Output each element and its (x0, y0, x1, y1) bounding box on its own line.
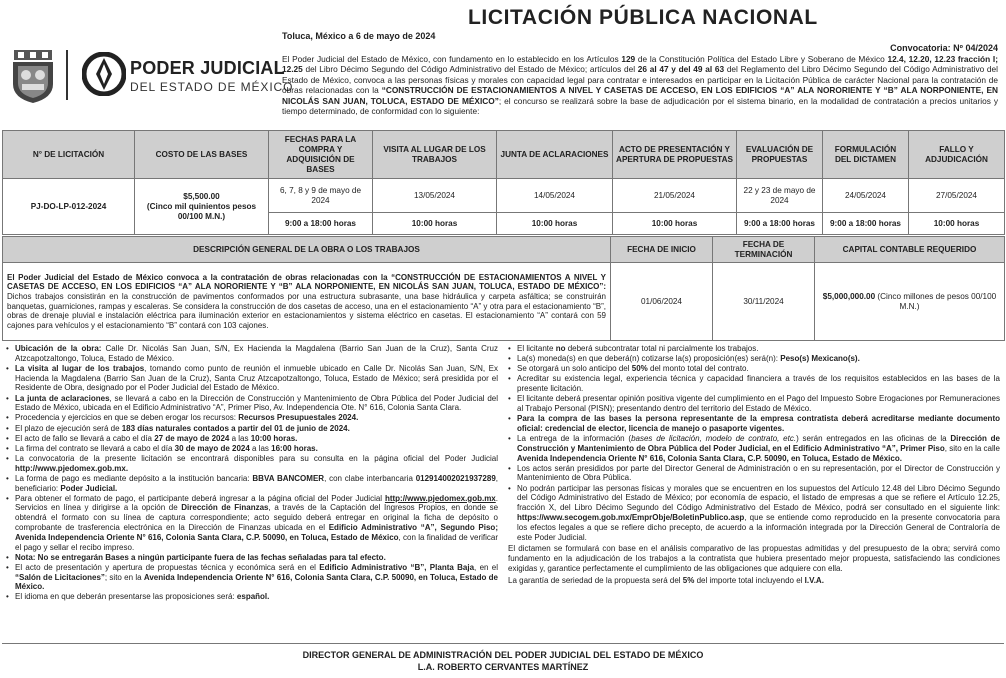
bases-cost-words: (Cinco mil quinientos pesos 00/100 M.N.) (146, 201, 257, 221)
text-segment: , se llevará a cabo en la Dirección de Construcción y Mantenimiento de Obra Pública del Poder Judicial del Estado de México, ubicada en el Edificio Administrativo “A”, Primer Piso, Av. Independencia Ote. N° 616, Colonia Santa Clara. (15, 393, 498, 413)
closing-paragraph (508, 576, 1000, 586)
condition-item (6, 434, 498, 444)
schedule-table (2, 130, 1005, 235)
signer-title: DIRECTOR GENERAL DE ADMINISTRACIÓN DEL PODER JUDICIAL DEL ESTADO DE MÉXICO (302, 650, 704, 660)
date-line: Toluca, México a 6 de mayo de 2024 (282, 31, 436, 41)
hour-cell: 10:00 horas (909, 213, 1005, 235)
text-segment: Edificio Administrativo “A”, Segundo Piso; Avenida Independencia Oriente N° 616, Colonia Santa Clara, C.P. 50090, en Toluca, Estado de México (15, 523, 498, 542)
judicial-emblem-icon (82, 52, 126, 96)
text-segment: La convocatoria de la presente licitación se encontrará disponibles para su consulta en la página oficial del Poder Judicial (15, 453, 498, 463)
condition-item (508, 434, 1000, 463)
state-seal-icon (10, 48, 56, 104)
text-segment: La visita al lugar de los trabajos (15, 363, 145, 373)
condition-item (508, 364, 1000, 374)
text-segment: , tomando como punto de reunión el inmueble ubicado en Calle Dr. Nicolás San Juan, S/N, Ex Hacienda la Magdalena (Barrio San Juan de la Cruz), Santa Cruz Atzcapotzaltongo, Toluca, Estado de México; será presidida por el Residente de Obra, designado por el Poder Judicial del Estado de México. (15, 363, 498, 393)
text-segment: a las (229, 433, 251, 443)
work-description-table (2, 236, 1005, 341)
text-segment: Avenida Independencia Oriente N° 616, Colonia Santa Clara, C.P. 50090, en Toluca, Estado de México. (517, 453, 902, 463)
text-segment: Dirección de Construcción y Mantenimiento de Obra Pública del Poder Judicial, en el Edificio Administrativo “A”, Primer Piso (517, 433, 1000, 453)
end-date: 30/11/2024 (713, 263, 815, 341)
text-segment: 50% (631, 364, 648, 374)
capital-amount: $5,000,000.00 (822, 291, 876, 301)
page-title: LICITACIÓN PÚBLICA NACIONAL (468, 6, 818, 29)
text-segment: El plazo de ejecución será de (15, 423, 122, 433)
closing-paragraphs (508, 544, 1000, 585)
text-segment: Los actos serán presididos por parte del Director General de Administración o en su representación, por el Director de Construcción y Mantenimiento de Obra Pública. (517, 463, 1000, 483)
col-header: FORMULACIÓN DEL DICTAMEN (823, 131, 909, 179)
org-subtitle: DEL ESTADO DE MÉXICO (130, 80, 294, 94)
work-description (3, 263, 611, 341)
text-segment: ; el concurso se realizará sobre la base de adjudicación por el sistema binario, en la modalidad de contratación a precios unitarios y tiempo determinado, de conformidad con lo siguiente: (282, 95, 999, 117)
text-segment: del Reglamento del Libro Décimo Segundo del Código Administrativo del Estado de México, convoca a las personas físicas y morales con capacidad legal para contratar e interesados en participar en la Licitación Pública de carácter Nacional para la contratación de obras relacionadas con la (282, 64, 998, 96)
logo-divider (66, 50, 68, 100)
date-cell: 13/05/2024 (373, 179, 497, 213)
text-segment: 183 días naturales contados a partir del 01 de junio de 2024. (121, 423, 350, 433)
footer-divider (2, 643, 1004, 644)
col-header: CAPITAL CONTABLE REQUERIDO (815, 237, 1005, 263)
text-segment: . Servicios en línea y dirigirse a la opción de (15, 493, 498, 513)
date-cell: 24/05/2024 (823, 179, 909, 213)
conditions-left-list (6, 344, 498, 602)
text-segment: I.V.A. (804, 575, 824, 585)
condition-item (508, 354, 1000, 364)
text-segment: Nota: No se entregarán Bases a ningún participante fuera de las fechas señaladas para tal efecto. (15, 552, 386, 562)
date-cell: 14/05/2024 (497, 179, 613, 213)
text-segment: 30 de mayo de 2024 (174, 443, 250, 453)
text-segment: La garantía de seriedad de la propuesta será del (508, 575, 683, 585)
text-segment: no (555, 344, 566, 353)
text-segment: , sito en la calle (944, 443, 1000, 453)
text-segment: , a través de la Captación del Ingresos Propios, en donde se obtendrá el formato con su línea de captura correspondiente; acto seguido deberá entregar en original la ficha de depósito o comprobante de trasferencia electrónica en la Dirección de Finanzas ubicada en el (15, 503, 499, 533)
convocatoria-number: Convocatoria: Nº 04/2024 (890, 43, 998, 53)
text-segment: El licitante deberá presentar opinión positiva vigente del cumplimiento en el Pago del Impuesto Sobre Erogaciones por Remuneraciones al Trabajo Personal (PISN); presentando dentro del territorio del Estado de México. (517, 394, 1000, 413)
text-segment: Se otorgará un solo anticipo del (517, 364, 632, 374)
text-segment: 27 de mayo de 2024 (154, 433, 230, 443)
text-segment: español. (236, 592, 270, 602)
work-description-title: El Poder Judicial del Estado de México convoca a la contratación de obras relacionadas con la “CONSTRUCCIÓN DE ESTACIONAMIENTOS A NIVEL Y CASETAS DE ACCESO, EN LOS EDIFICIOS “A” ALA NORORIENTE Y “B” ALA NORPONIENTE, EN NICOLÁS SAN JUAN, TOLUCA, ESTADO DE MÉXICO”: (7, 272, 606, 292)
text-segment: Para la compra de las bases la persona representante de la empresa contratista deberá acreditarse mediante documento oficial: credencial de elector, licencia de manejo o pasaporte vigentes. (517, 414, 1000, 433)
text-segment: La forma de pago es mediante depósito a la institución bancaria: (15, 473, 253, 483)
condition-item (6, 563, 498, 592)
text-segment: https://www.secogem.gob.mx/EmprObje/BoletinPublico.asp (517, 512, 745, 522)
col-header: JUNTA DE ACLARACIONES (497, 131, 613, 179)
col-header: FECHA DE TERMINACIÓN (713, 237, 815, 263)
text-segment: Para obtener el formato de pago, el participante deberá ingresar a la página oficial del Poder Judicial (15, 493, 385, 503)
col-header: N° DE LICITACIÓN (3, 131, 135, 179)
closing-paragraph (508, 544, 1000, 573)
text-segment: Calle Dr. Nicolás San Juan, S/N, Ex Hacienda la Magdalena (Barrio San Juan de la Cruz), Santa Cruz Atzcapotzaltongo, Toluca, Estado de México. (15, 344, 498, 363)
text-segment: El acto de fallo se llevará a cabo el día (15, 433, 155, 443)
condition-item (508, 414, 1000, 434)
condition-item (508, 344, 1000, 354)
text-segment: La(s) moneda(s) en que deberá(n) cotizarse la(s) proposición(es) será(n): (517, 354, 781, 364)
text-segment: del monto total del contrato. (647, 364, 749, 374)
condition-item (6, 553, 498, 563)
text-segment: 16:00 horas. (271, 443, 318, 453)
text-segment: 10:00 horas. (250, 433, 298, 443)
condition-item (6, 454, 498, 474)
conditions-left-column (6, 344, 498, 603)
date-cell: 27/05/2024 (909, 179, 1005, 213)
hour-cell: 9:00 a 18:00 horas (269, 213, 373, 235)
text-segment: BBVA BANCOMER (252, 473, 325, 483)
col-header: FALLO Y ADJUDICACIÓN (909, 131, 1005, 179)
col-header: FECHA DE INICIO (611, 237, 713, 263)
text-segment: Ubicación de la obra: (15, 344, 102, 353)
capital-words: (Cinco millones de pesos 00/100 M.N.) (875, 291, 997, 311)
conditions-right-list (508, 344, 1000, 542)
text-segment: Edificio Administrativo “B”, Planta Baja (319, 562, 475, 572)
text-segment: Poder Judicial. (60, 483, 118, 493)
text-segment: ) serán entregados en las oficinas de la (796, 433, 951, 443)
text-segment: bases de licitación, modelo de contrato, etc. (631, 433, 797, 443)
text-segment: de la Constitución Política del Estado Libre y Soberano de México (635, 54, 888, 64)
text-segment: 12.4, 12.20, 12.23 fracción I; 12.25 (282, 54, 998, 75)
intro-paragraph (282, 54, 998, 116)
condition-item (6, 344, 498, 364)
text-segment: , en el (474, 562, 498, 572)
text-segment: La firma del contrato se llevará a cabo el día (15, 443, 175, 453)
text-segment: del Libro Décimo Segundo del Código Administrativo del Estado de México; artículos del (302, 64, 638, 75)
bases-cost-cell (135, 179, 269, 235)
work-header-row (3, 237, 1005, 263)
text-segment: 26 al 47 y del 49 al 63 (637, 64, 725, 75)
condition-item (508, 484, 1000, 543)
text-segment: “Salón de Licitaciones” (15, 572, 105, 582)
condition-item (6, 364, 498, 393)
start-date: 01/06/2024 (611, 263, 713, 341)
work-description-body: Dichos trabajos consistirán en la construcción de pavimentos conformados por una estructura subrasante, una base hidráulica y carpeta asfáltica; se construirán banquetas, guarniciones, rampas y escaleras. Se considera la construcción de dos casetas de acceso, una en el estacionamiento “A” y otra para el estacionamiento “B”, obras de drenaje pluvial e instalación eléctrica para iluminación exterior en estacionamientos y sistema eléctrico en casetas. El estacionamiento “A” contará con 59 cajones para vehículos y el estacionamiento “B” contará con 103 cajones. (7, 291, 606, 330)
date-cell: 6, 7, 8 y 9 de mayo de 2024 (269, 179, 373, 213)
text-segment: , con la finalidad de verificar el pago y sellar el recibo impreso. (15, 532, 498, 552)
schedule-header-row (3, 131, 1005, 179)
text-segment: Acreditar su existencia legal, experiencia técnica y capacidad financiera a través de los requisitos establecidos en las bases de la presente licitación. (517, 374, 1000, 394)
conditions-right-column (508, 344, 1000, 586)
text-segment: El acto de presentación y apertura de propuestas técnica y económica será en el (15, 562, 320, 572)
logo-block (8, 42, 294, 112)
text-segment: , con clabe interbancaria (324, 473, 416, 483)
condition-item (6, 474, 498, 494)
signer-name: L.A. ROBERTO CERVANTES MARTÍNEZ (417, 662, 589, 672)
text-segment: Peso(s) Mexicano(s). (780, 354, 860, 364)
work-data-row (3, 263, 1005, 341)
col-header: ACTO DE PRESENTACIÓN Y APERTURA DE PROPUESTAS (613, 131, 737, 179)
col-header: COSTO DE LAS BASES (135, 131, 269, 179)
col-header: EVALUACIÓN DE PROPUESTAS (737, 131, 823, 179)
condition-item (508, 374, 1000, 394)
hour-cell: 9:00 a 18:00 horas (823, 213, 909, 235)
date-cell: 21/05/2024 (613, 179, 737, 213)
condition-item (6, 394, 498, 414)
condition-item (6, 444, 498, 454)
text-segment: Dirección de Finanzas (181, 503, 269, 513)
condition-item (508, 464, 1000, 484)
text-segment: No podrán participar las personas físicas y morales que se encuentren en los supuestos del Artículo 12.48 del Libro Décimo Segundo del Código Administrativo del Estado de México; por economía de espacio, el listado de empresas a que se refiere el Artículo 12.25, fracción X, del Libro Décimo Segundo del Código Administrativo del Estado de México, podrá ser consultado en el siguiente link: (517, 483, 1000, 513)
text-segment: Avenida Independencia Oriente N° 616, Colonia Santa Clara, C.P. 50090, en Toluca, Estado de México. (15, 572, 498, 592)
text-segment: Recursos Presupuestales 2024. (238, 413, 359, 423)
text-segment: 012914002021937289 (415, 473, 496, 483)
text-segment: , que se entiende como reproducido en la presente convocatoria para los efectos legales a que se refiere dicho precepto, de acuerdo a la información integrada por la Dirección General de Contraloría de este Poder Judicial. (517, 512, 1000, 542)
text-segment: a las (249, 443, 272, 453)
text-segment: 129 (621, 54, 636, 64)
text-segment: El dictamen se formulará con base en el análisis comparativo de las propuestas admitidas y del presupuesto de la obra; servirá como fundamento en la adjudicación de los trabajos a la contratista que hubiera presentado mejor propuesta, satisfaciendo las condiciones exigidas y, garantice perfectamente el cumplimiento de las obligaciones que adquiere con ella. (508, 544, 1000, 573)
capital-cell (815, 263, 1005, 341)
condition-item (6, 592, 498, 602)
text-segment: La entrega de la información ( (517, 433, 632, 443)
text-segment: del importe total incluyendo el (694, 575, 805, 585)
text-segment: 5% (682, 575, 695, 585)
text-segment: El Poder Judicial del Estado de México, con fundamento en lo establecido en los Artículos (282, 54, 622, 64)
hour-cell: 9:00 a 18:00 horas (737, 213, 823, 235)
text-segment: La junta de aclaraciones (15, 393, 110, 403)
condition-item (6, 413, 498, 423)
licitacion-number: PJ-DO-LP-012-2024 (3, 179, 135, 235)
text-segment: El licitante (517, 344, 556, 353)
text-segment: deberá subcontratar total ni parcialmente los trabajos. (565, 344, 759, 353)
text-segment: El idioma en que deberán presentarse las proposiciones será: (15, 592, 237, 602)
text-segment: http://www.pjedomex.gob.mx (384, 493, 496, 503)
condition-item (508, 394, 1000, 414)
text-segment: Procedencia y ejercicios en que se deben erogar los recursos: (15, 413, 239, 423)
hour-cell: 10:00 horas (613, 213, 737, 235)
col-header: FECHAS PARA LA COMPRA Y ADQUISICIÓN DE BASES (269, 131, 373, 179)
hour-cell: 10:00 horas (497, 213, 613, 235)
text-segment: “CONSTRUCCIÓN DE ESTACIONAMIENTOS A NIVEL Y CASETAS DE ACCESO, EN LOS EDIFICIOS “A” ALA NORORIENTE Y “B” ALA NORPONIENTE, EN NICOLÁS SAN JUAN, TOLUCA, ESTADO DE MÉXICO” (282, 85, 999, 106)
text-segment: , beneficiario: (15, 473, 499, 493)
org-name: PODER JUDICIAL (130, 58, 285, 78)
text-segment: http://www.pjedomex.gob.mx. (15, 463, 129, 473)
col-header: VISITA AL LUGAR DE LOS TRABAJOS (373, 131, 497, 179)
schedule-date-row (3, 179, 1005, 213)
bases-cost: $5,500.00 (183, 191, 220, 201)
col-header: DESCRIPCIÓN GENERAL DE LA OBRA O LOS TRABAJOS (3, 237, 611, 263)
date-cell: 22 y 23 de mayo de 2024 (737, 179, 823, 213)
text-segment: ; sito en la (104, 572, 144, 582)
condition-item (6, 494, 498, 553)
hour-cell: 10:00 horas (373, 213, 497, 235)
condition-item (6, 424, 498, 434)
